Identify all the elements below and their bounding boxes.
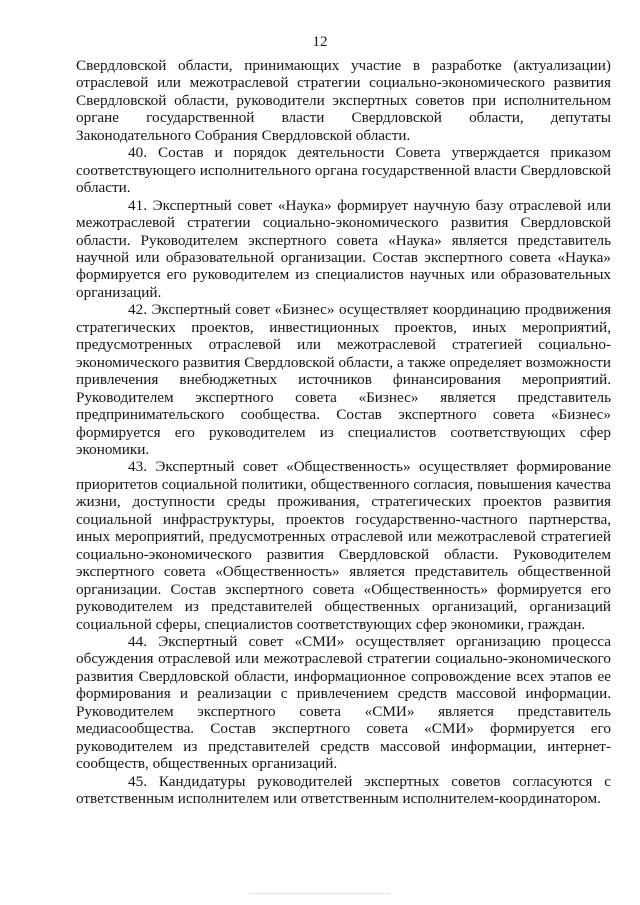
paragraph-43: 43. Экспертный совет «Общественность» осуществляет формирование приоритетов социальной политики, общественного согласия, повышения качества жизни, доступности среды проживания, стратегических проектов развития социальной инфраструктуры, проектов государственно-частного партнерства, иных мероприятий, предусмотренных отраслевой или межотраслевой стратегией социально-экономического развития Свердловской области. Руководителем экспертного совета «Общественность» является представитель общественной организации. Состав экспертного совета «Общественность» формируется его руководителем из представителей общественных организаций, организаций социальной сферы, специалистов соответствующих сфер экономики, граждан. [76,458,611,633]
paragraph-41: 41. Экспертный совет «Наука» формирует научную базу отраслевой или межотраслевой стратегии социально-экономического развития Свердловской области. Руководителем экспертного совета «Наука» является представитель научной или образовательной организации. Состав экспертного совета «Наука» формируется его руководителем из специалистов научных или образовательных организаций. [76,196,611,301]
scan-artifact-divider [250,893,390,896]
document-body [76,57,611,807]
paragraph-continuation: Свердловской области, принимающих участие в разработке (актуализации) отраслевой или межотраслевой стратегии социально-экономического развития Свердловской области, руководители экспертных советов при исполнительном органе государственной власти Свердловской области, депутаты Законодательного Собрания Свердловской области. [76,57,611,144]
paragraph-45: 45. Кандидатуры руководителей экспертных советов согласуются с ответственным исполнителем или ответственным исполнителем-координатором. [76,772,611,808]
paragraph-40: 40. Состав и порядок деятельности Совета утверждается приказом соответствующего исполнительного органа государственной власти Свердловской области. [76,144,611,197]
paragraph-42: 42. Экспертный совет «Бизнес» осуществляет координацию продвижения стратегических проектов, инвестиционных проектов, иных мероприятий, предусмотренных отраслевой или межотраслевой стратегией социально-экономического развития Свердловской области, а также определяет возможности привлечения внебюджетных источников финансирования мероприятий. Руководителем экспертного совета «Бизнес» является представитель предпринимательского сообщества. Состав экспертного совета «Бизнес» формируется его руководителем из специалистов соответствующих сфер экономики. [76,301,611,458]
page-number: 12 [312,34,328,50]
paragraph-44: 44. Экспертный совет «СМИ» осуществляет организацию процесса обсуждения отраслевой или межотраслевой стратегии социально-экономического развития Свердловской области, информационное сопровождение всех этапов ее формирования и реализации с привлечением средств массовой информации. Руководителем экспертного совета «СМИ» является представитель медиасообщества. Состав экспертного совета «СМИ» формируется его руководителем из представителей средств массовой информации, интернет-сообществ, общественных организаций. [76,632,611,773]
